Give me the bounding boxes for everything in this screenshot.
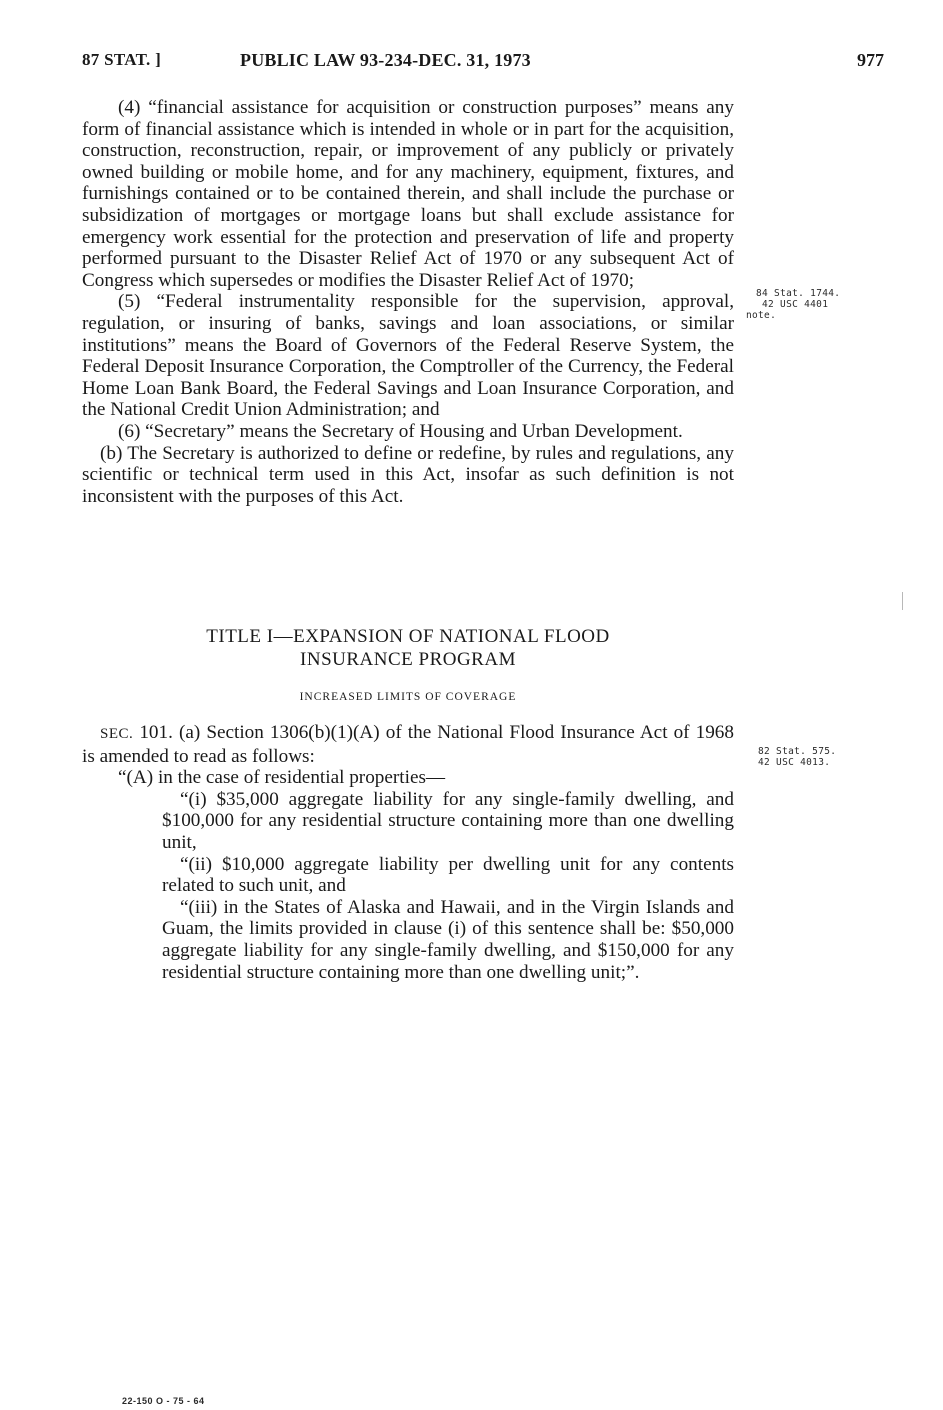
paragraph-4: (4) “financial assistance for acquisition or construction purposes” means any form of financial assistance which is intended in whole or in part for the acquisition, construction, reconstruction, repair, or improvement of any publicly or privately owned building or mobile home, and for any machinery, equipment, fixtures, and furnishings contained or to be contained therein, and shall include the purchase or subsidization of mortgages or mortgage loans but shall exclude assistance for emergency work essential for the protection and preservation of life and property performed pursuant to the Disaster Relief Act of 1970 or any subsequent Act of Congress which supersedes or modifies the Disaster Relief Act of 1970; [82, 97, 734, 291]
margin-citation-1-line-2: 42 USC 4401 [762, 299, 829, 310]
title-line-1: TITLE I—EXPANSION OF NATIONAL FLOOD [206, 626, 610, 647]
clause-ii: “(ii) $10,000 aggregate liability per dwelling unit for any contents related to such unit, and [162, 853, 734, 897]
print-code: 22-150 O - 75 - 64 [122, 1396, 205, 1406]
section-subheading: INCREASED LIMITS OF COVERAGE [299, 691, 517, 703]
running-head: PUBLIC LAW 93-234-DEC. 31, 1973 [240, 50, 531, 70]
clause-a: “(A) in the case of residential properties— [118, 767, 446, 789]
paragraph-5: (5) “Federal instrumentality responsible for the supervision, approval, regulation, or insuring of banks, savings and loan associations, or similar institutions” means the Board of Governors of the Federal Reserve System, the Federal Deposit Insurance Corporation, the Comptroller of the Currency, the Federal Home Loan Bank Board, the Federal Savings and Loan Insurance Corporation, and the National Credit Union Administration; and [82, 291, 734, 421]
margin-citation-1-line-1: 84 Stat. 1744. [756, 288, 841, 299]
margin-citation-2-line-2: 42 USC 4013. [758, 757, 831, 768]
statute-volume: 87 STAT. ] [82, 50, 162, 69]
page-number: 977 [857, 50, 884, 70]
section-101-text: 101. (a) Section 1306(b)(1)(A) of the National Flood Insurance Act of 1968 is amended to read as follows: [82, 722, 734, 767]
definitions-section [82, 97, 734, 507]
page-header [82, 50, 884, 74]
margin-citation-2-line-1: 82 Stat. 575. [758, 746, 837, 757]
clause-i: “(i) $35,000 aggregate liability for any single-family dwelling, and $100,000 for any residential structure containing more than one dwelling unit, [162, 788, 734, 853]
margin-citation-1-line-3: note. [746, 310, 777, 321]
title-line-2: INSURANCE PROGRAM [300, 649, 516, 670]
section-label: SEC. [100, 726, 134, 742]
margin-citation-1 [746, 288, 876, 321]
paragraph-b: (b) The Secretary is authorized to define or redefine, by rules and regulations, any scientific or technical term used in this Act, insofar as such definition is not inconsistent with the purposes of this Act. [82, 442, 734, 507]
paragraph-6: (6) “Secretary” means the Secretary of Housing and Urban Development. [118, 420, 683, 442]
section-101 [82, 722, 734, 983]
clause-iii: “(iii) in the States of Alaska and Hawaii, and in the Virgin Islands and Guam, the limits provided in clause (i) of this sentence shall be: $50,000 aggregate liability for any single-family dwelling, and $150,000 for any residential structure containing more than one dwelling unit;”. [162, 896, 734, 983]
margin-citation-2 [758, 746, 878, 768]
title-heading [82, 625, 734, 671]
clause-list [162, 789, 734, 983]
page-edge-mark [902, 592, 903, 610]
section-101-intro [82, 722, 734, 767]
